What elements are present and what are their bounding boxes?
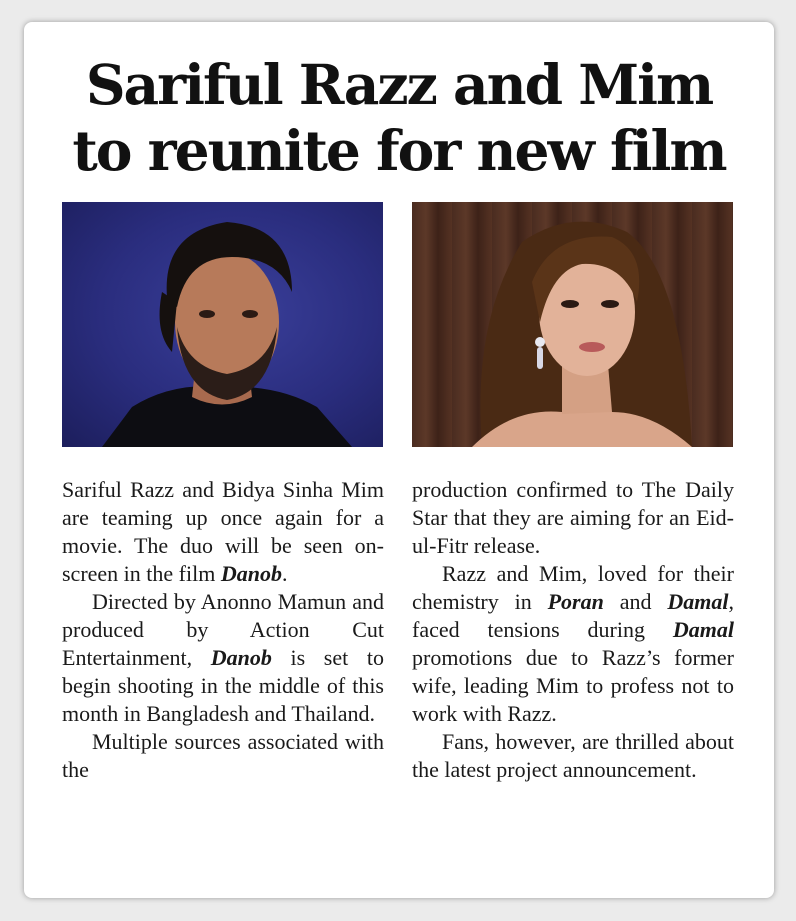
paragraph-2-end: is set to begin shooting in the middle of this month in Bangladesh and Thailand. xyxy=(62,645,384,726)
paragraph-2 xyxy=(62,588,384,728)
portrait-woman-icon xyxy=(412,202,733,447)
film-title-poran: Poran xyxy=(547,589,604,614)
article-column-left xyxy=(62,476,384,784)
headline xyxy=(24,52,774,184)
paragraph-3-start: Multiple sources associated with the xyxy=(62,729,384,782)
paragraph-4-text-c: , faced tensions during xyxy=(412,589,734,642)
paragraph-1-text: Sariful Razz and Bidya Sinha Mim are teaming up once again for a movie. The duo will be seen on-screen in the film xyxy=(62,477,384,586)
paragraph-5: Fans, however, are thrilled about the latest project announcement. xyxy=(412,729,734,782)
paragraph-2-text: Directed by Anonno Mamun and produced by Action Cut Entertainment, xyxy=(62,589,384,670)
article-column-right xyxy=(412,476,734,784)
portrait-man-icon xyxy=(62,202,383,447)
photo-sariful-razz xyxy=(62,202,383,447)
film-title-danob: Danob xyxy=(210,645,272,670)
film-title-damal: Damal xyxy=(672,617,734,642)
paragraph-4 xyxy=(412,560,734,728)
paragraph-1-end: . xyxy=(281,561,288,586)
headline-line-1: Sariful Razz and Mim xyxy=(85,52,713,117)
article-card xyxy=(24,22,774,898)
paragraph-4-text-b: and xyxy=(603,589,668,614)
paragraph-4-text-d: promotions due to Razz’s former wife, leading Mim to profess not to work with Razz. xyxy=(412,645,734,726)
paragraph-1 xyxy=(62,476,384,588)
photo-bidya-sinha-mim xyxy=(412,202,733,447)
film-title-damal: Damal xyxy=(667,589,729,614)
paragraph-3-continued: production confirmed to The Daily Star that they are aiming for an Eid-ul-Fitr release. xyxy=(412,477,734,558)
film-title-danob: Danob xyxy=(220,561,282,586)
headline-line-2: to reunite for new film xyxy=(72,118,726,183)
paragraph-4-text-a: Razz and Mim, loved for their chemistry in xyxy=(412,561,734,614)
